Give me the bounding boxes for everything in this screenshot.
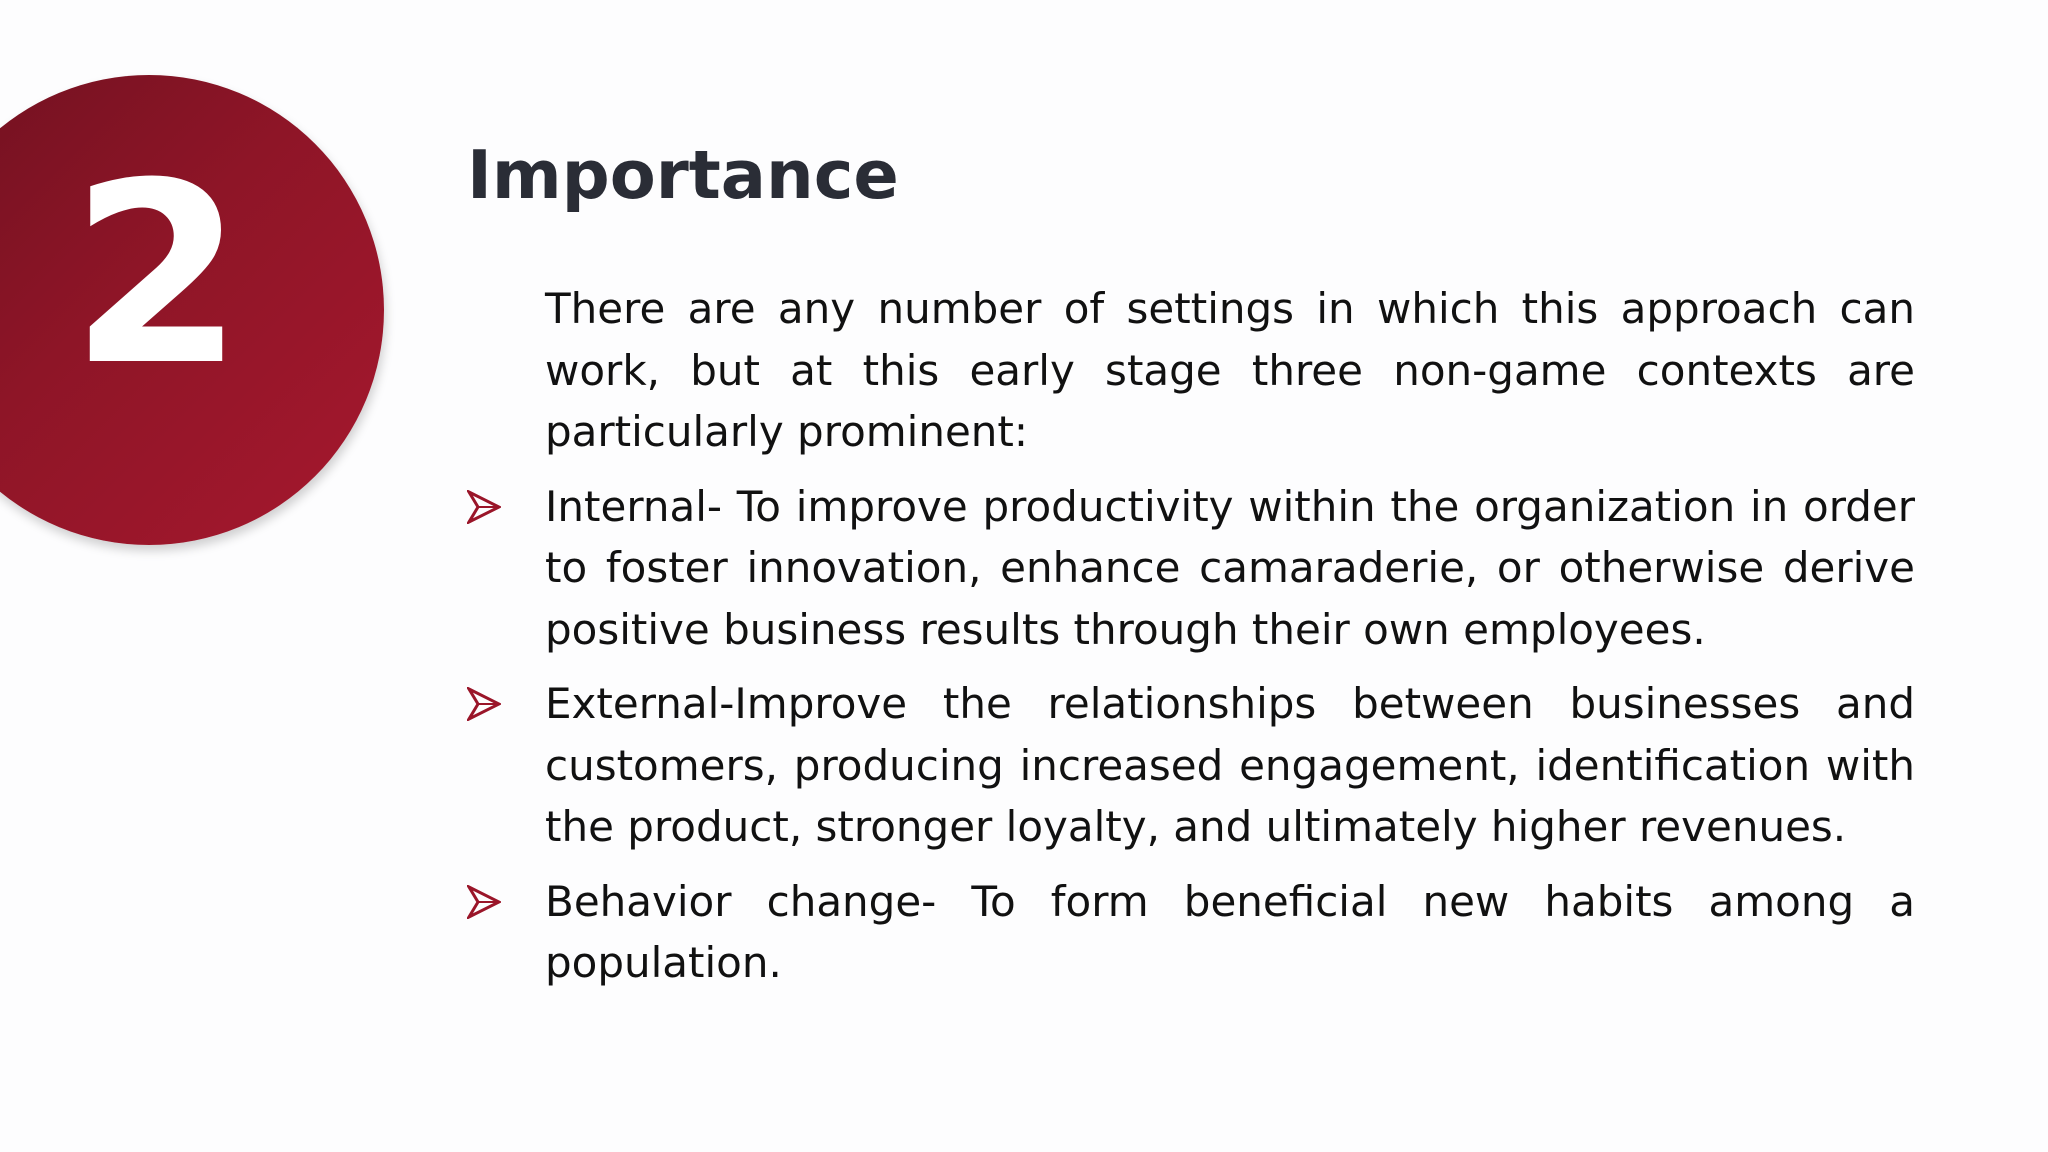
bullet-text: Internal- To improve productivity within the organization in order to foster innovation, enhance camaraderie, or otherwise derive positive business results through their own employees. [545,481,1915,654]
bullet-item-internal [545,476,1915,661]
section-number: 2 [70,129,244,420]
arrow-bullet-icon [467,687,501,721]
arrow-bullet-icon [467,885,501,919]
bullet-text: Behavior change- To form beneficial new habits among a population. [545,876,1915,987]
slide-body [545,278,1915,1007]
arrow-bullet-icon [467,490,501,524]
bullet-item-external [545,673,1915,858]
intro-paragraph: There are any number of settings in which this approach can work, but at this early stage three non-game contexts are particularly prominent: [545,284,1915,456]
slide-title: Importance [467,136,899,214]
bullet-item-behavior [545,871,1915,994]
bullet-text: External-Improve the relationships between businesses and customers, producing increased engagement, identification with the product, stronger loyalty, and ultimately higher revenues. [545,679,1915,851]
